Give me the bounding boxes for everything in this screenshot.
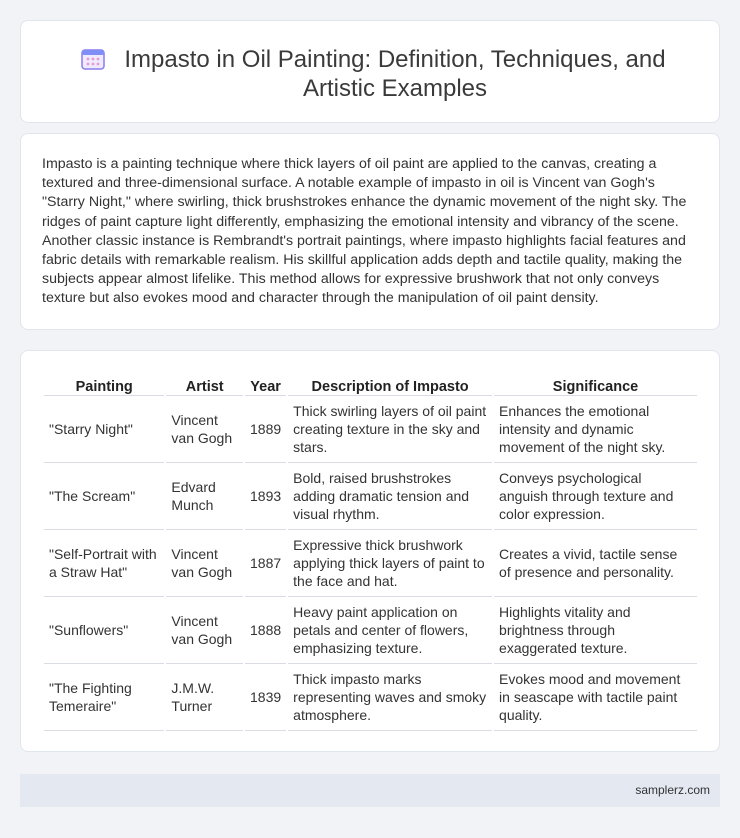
cell-year: 1887 — [245, 530, 286, 597]
footer-site-link[interactable]: samplerz.com — [635, 783, 710, 797]
cell-description: Bold, raised brushstrokes adding dramatic tension and visual rhythm. — [288, 463, 492, 530]
cell-painting: "Starry Night" — [44, 396, 164, 463]
header-year: Year — [245, 372, 286, 396]
title-card — [20, 20, 720, 123]
cell-description: Thick swirling layers of oil paint creating texture in the sky and stars. — [288, 396, 492, 463]
table-row — [44, 597, 697, 664]
header-significance: Significance — [494, 372, 697, 396]
cell-year: 1839 — [245, 664, 286, 731]
header-painting: Painting — [44, 372, 164, 396]
cell-significance: Evokes mood and movement in seascape with tactile paint quality. — [494, 664, 697, 731]
cell-significance: Creates a vivid, tactile sense of presence and personality. — [494, 530, 697, 597]
cell-painting: "Self-Portrait with a Straw Hat" — [44, 530, 164, 597]
cell-painting: "The Scream" — [44, 463, 164, 530]
cell-significance: Highlights vitality and brightness through exaggerated texture. — [494, 597, 697, 664]
footer — [20, 774, 720, 807]
cell-year: 1888 — [245, 597, 286, 664]
table-row — [44, 664, 697, 731]
table-row — [44, 396, 697, 463]
intro-paragraph: Impasto is a painting technique where thick layers of oil paint are applied to the canvas, creating a textured and three-dimensional surface. A notable example of impasto in oil is Vincent van Gogh's "Starry Night," where swirling, thick brushstrokes enhance the dynamic movement of the night sky. The ridges of paint capture light differently, emphasizing the emotional intensity and vibrancy of the scene. Another classic instance is Rembrandt's portrait paintings, where impasto highlights facial features and fabric details with remarkable realism. His skillful application adds depth and tactile quality, making the subjects appear almost lifelike. This method allows for expressive brushwork that not only conveys texture but also evokes mood and character through the manipulation of oil paint density. — [42, 156, 687, 307]
cell-description: Thick impasto marks representing waves and smoky atmosphere. — [288, 664, 492, 731]
cell-artist: Edvard Munch — [166, 463, 243, 530]
cell-significance: Enhances the emotional intensity and dynamic movement of the night sky. — [494, 396, 697, 463]
cell-painting: "The Fighting Temeraire" — [44, 664, 164, 731]
cell-description: Heavy paint application on petals and center of flowers, emphasizing texture. — [288, 597, 492, 664]
cell-significance: Conveys psychological anguish through texture and color expression. — [494, 463, 697, 530]
cell-description: Expressive thick brushwork applying thick layers of paint to the face and hat. — [288, 530, 492, 597]
cell-artist: Vincent van Gogh — [166, 396, 243, 463]
cell-artist: Vincent van Gogh — [166, 597, 243, 664]
cell-year: 1889 — [245, 396, 286, 463]
cell-artist: J.M.W. Turner — [166, 664, 243, 731]
table-row — [44, 463, 697, 530]
table-card — [20, 350, 720, 752]
table-header-row — [44, 372, 697, 396]
intro-card — [20, 133, 720, 330]
header-artist: Artist — [166, 372, 243, 396]
impasto-table — [42, 372, 699, 731]
cell-artist: Vincent van Gogh — [166, 530, 243, 597]
header-description: Description of Impasto — [288, 372, 492, 396]
cell-year: 1893 — [245, 463, 286, 530]
cell-painting: "Sunflowers" — [44, 597, 164, 664]
page-title: Impasto in Oil Painting: Definition, Techniques, and Artistic Examples — [124, 46, 666, 102]
table-row — [44, 530, 697, 597]
